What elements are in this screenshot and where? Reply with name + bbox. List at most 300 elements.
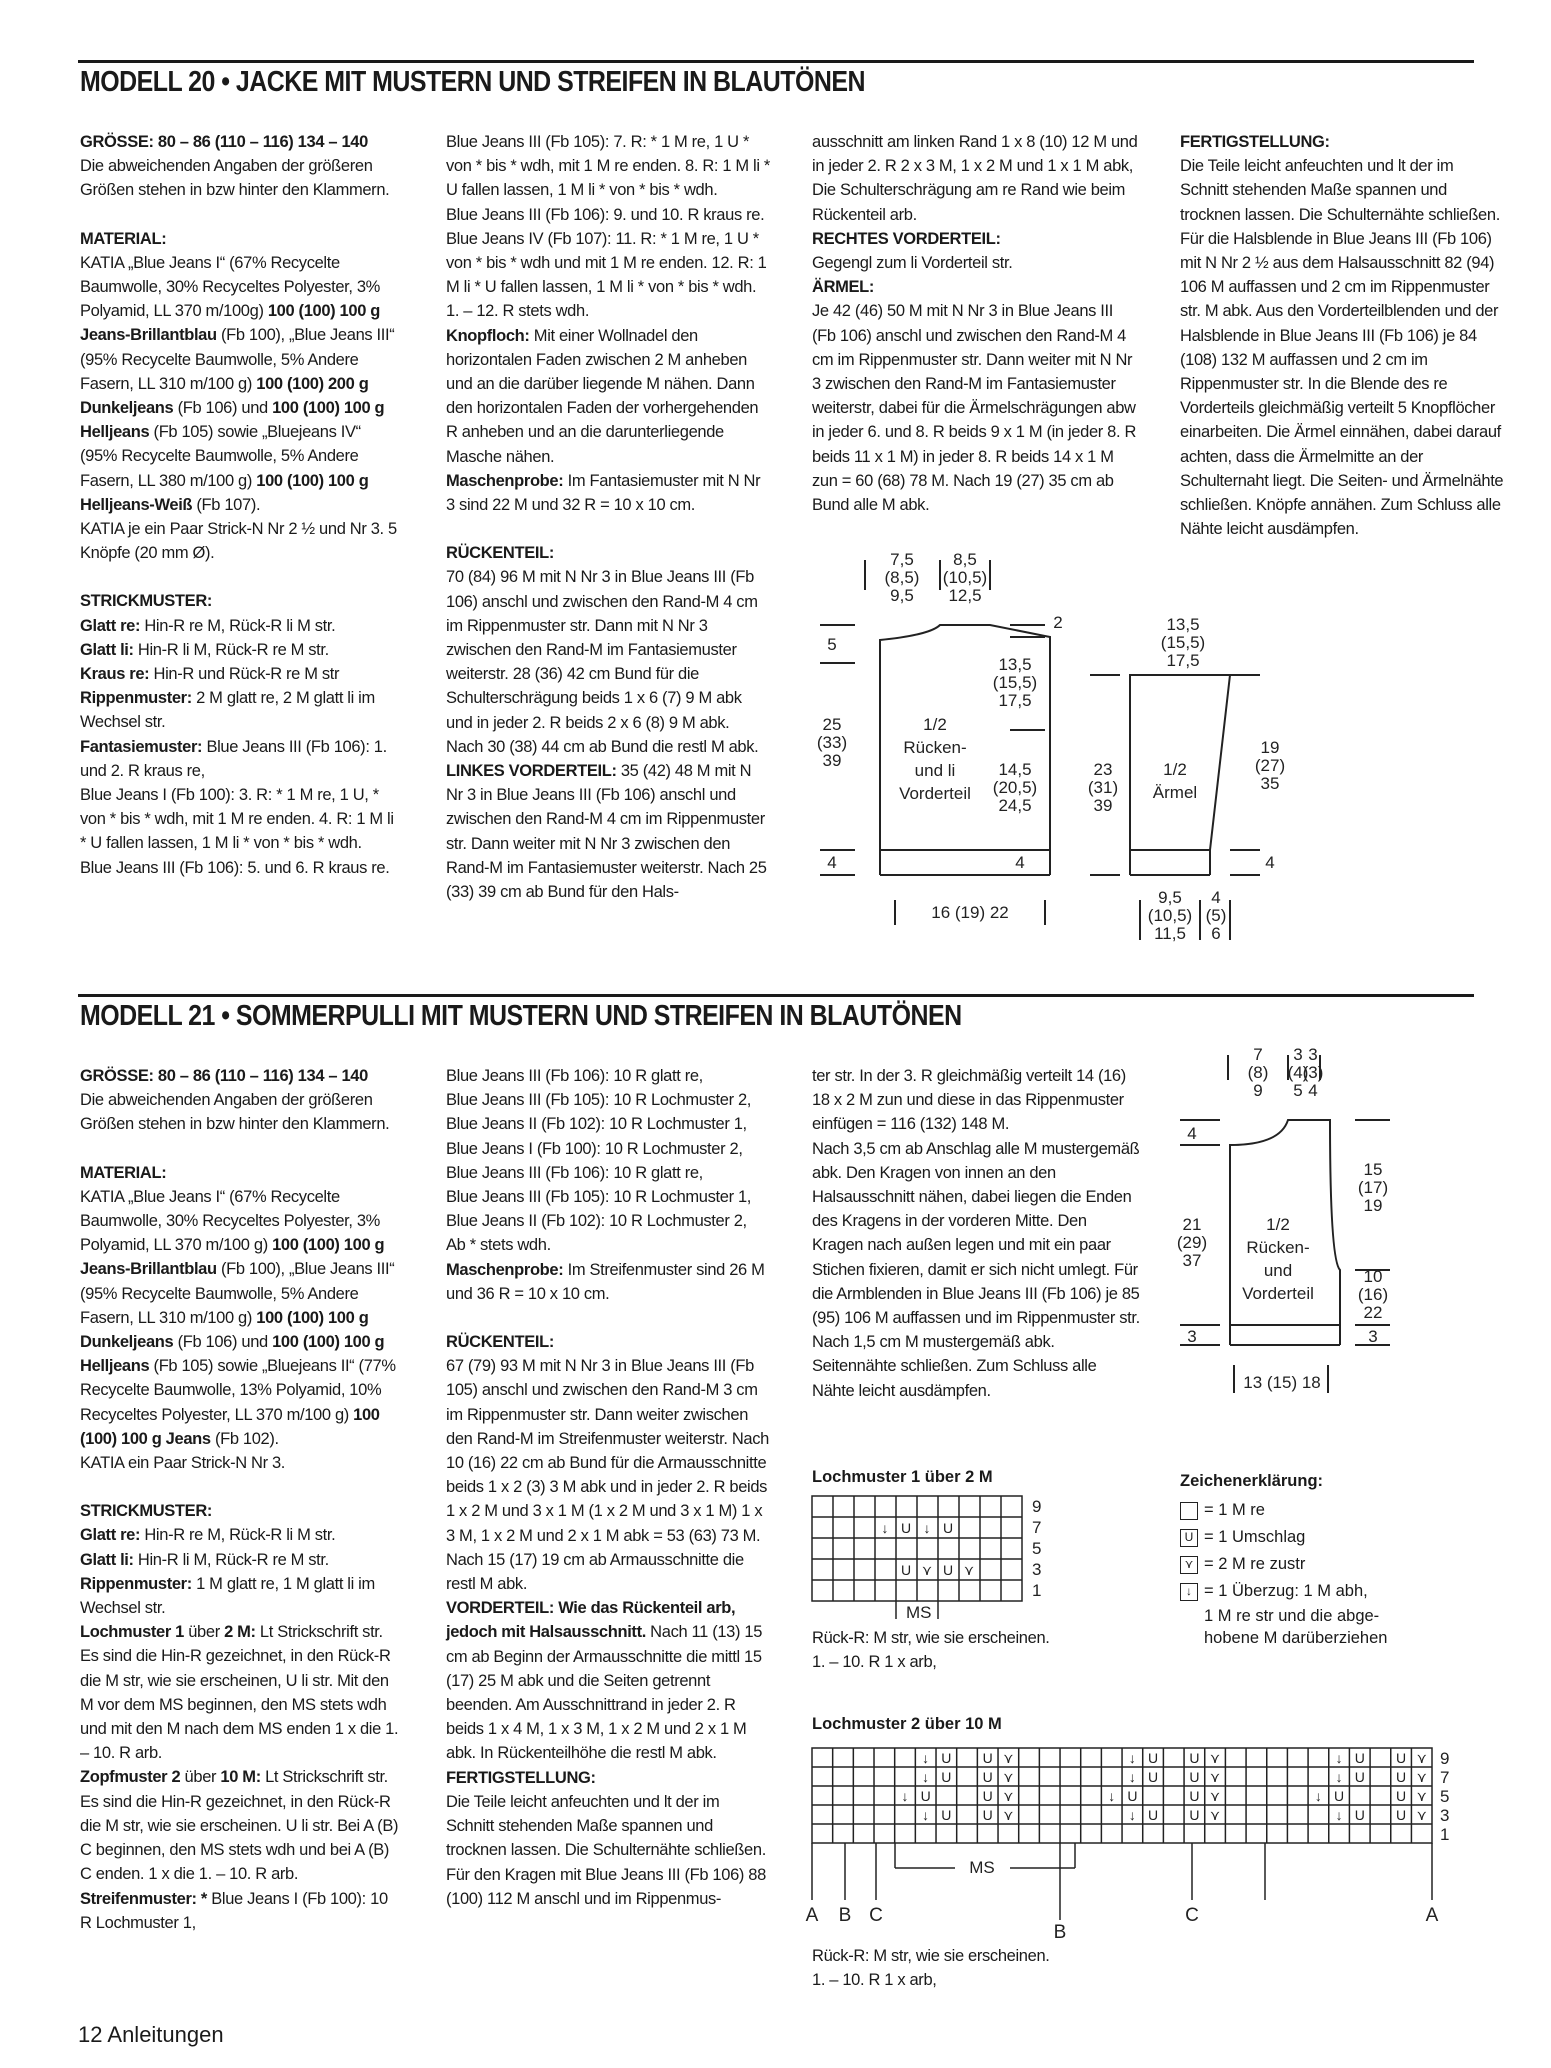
body-text: Hin-R li M, Rück-R re M str.	[133, 640, 329, 659]
chart2-symbol-icon: ⋎	[1416, 1769, 1427, 1785]
modell20-column-2	[446, 130, 770, 904]
paragraph	[80, 130, 400, 154]
chart2-row-9: 9	[1440, 1749, 1450, 1768]
paragraph	[80, 1185, 400, 1451]
s21-side2: (16)	[1357, 1285, 1389, 1304]
bold-text: 2 M:	[224, 1623, 256, 1642]
paragraph-gap	[80, 203, 400, 227]
body-text: Blue Jeans III (Fb 106): 10 R glatt re,	[446, 1067, 703, 1085]
paragraph	[80, 1765, 400, 1886]
chart2-symbol-icon: U	[1189, 1788, 1200, 1804]
bold-text: Fantasiemuster:	[80, 737, 203, 756]
chart2-symbol-icon: ⋎	[1209, 1769, 1221, 1785]
chart2-symbol-icon: U	[1396, 1788, 1407, 1804]
s21-armhole2: (17)	[1357, 1178, 1389, 1197]
paragraph	[80, 783, 400, 856]
body-text: Je 42 (46) 50 M mit N Nr 3 in Blue Jeans III (Fb 106) anschl und zwischen den Rand-M 4 cm im Rippenmuster str. Dann weiter mit N Nr 3 zwischen den Rand-M im Fantasiemuster weiterstr, dabei für die Ärmelschrägungen abw in jeder 6. und 8. R beids 9 x 1 M (in jeder 8. R beids 11 x 1 M) in jeder 8. R beids 14 x 1 M zun = 60 (68) 78 M. Nach 19 (27) 35 cm ab Bund alle M abk.	[812, 302, 1137, 515]
paragraph	[80, 1064, 400, 1088]
s21-top-c3: 4	[1308, 1081, 1318, 1100]
modell21-schematic	[1170, 1045, 1400, 1425]
legend-cont1: 1 M re str und die abge-	[1204, 1607, 1380, 1625]
body-text: Blue Jeans II (Fb 102): 10 R Lochmuster 1,	[446, 1115, 747, 1134]
chart2-symbol-icon: ⋎	[1416, 1807, 1427, 1823]
chart2-letter-c-left: C	[869, 1905, 883, 1926]
s20-neck: 5	[827, 635, 837, 654]
paragraph	[446, 324, 770, 469]
chart1-ms: MS	[906, 1603, 932, 1622]
body-text: Hin-R li M, Rück-R re M str.	[133, 1550, 329, 1569]
bold-text: STRICKMUSTER:	[80, 1502, 213, 1521]
bold-text: 10 M:	[220, 1768, 261, 1787]
paragraph	[80, 686, 400, 734]
paragraph	[446, 1064, 770, 1088]
bold-text: 100 (100) 100 g Jeans-Brillantblau	[80, 302, 381, 345]
bold-text: GRÖSSE: 80 – 86 (110 – 116) 134 – 140	[80, 1067, 368, 1085]
paragraph	[446, 1766, 770, 1790]
paragraph	[812, 251, 1140, 275]
paragraph	[80, 735, 400, 783]
body-text: (Fb 100), „Blue Jeans III“ (95% Recycelte Baumwolle, 5% Andere Fasern, LL 310 m/100 g)	[80, 326, 395, 393]
chart2-symbol-icon: U	[1354, 1807, 1365, 1823]
paragraph	[446, 203, 770, 227]
body-text: Lt Strickschrift str. Es sind die Hin-R gezeichnet, in den Rück-R die M str, wie sie erscheinen. U li str. Bei A (B) C beginnen, den MS stets wdh und bei A (B) C enden. 1 x die 1. – 10. R arb.	[80, 1768, 399, 1884]
legend-text: = 1 Überzug: 1 M abh,	[1204, 1582, 1368, 1600]
body-text: ausschnitt am linken Rand 1 x 8 (10) 12 M und in jeder 2. R 2 x 3 M, 1 x 2 M und 1 x 1 M abk, Die Schulterschrägung am re Rand wie beim Rückenteil arb.	[812, 133, 1138, 224]
paragraph-gap	[80, 565, 400, 589]
s20-body-h3: 39	[822, 751, 842, 770]
chart2-symbol-icon: U	[982, 1788, 993, 1804]
chart2-symbol-icon: U	[1147, 1769, 1159, 1785]
paragraph-gap	[80, 1137, 400, 1161]
chart2-symbol-icon: ⋎	[1003, 1788, 1014, 1804]
bold-text: Glatt re:	[80, 1526, 141, 1545]
bold-text: RECHTES VORDERTEIL:	[812, 229, 1001, 248]
modell21-column-1	[80, 1064, 400, 1935]
body-text: Hin-R und Rück-R re M str	[149, 665, 340, 684]
body-text: 1. – 12. R stets wdh.	[446, 302, 590, 321]
chart2-symbol-icon: U	[1354, 1769, 1365, 1785]
paragraph	[446, 541, 770, 565]
s21-body-h3: 37	[1182, 1251, 1202, 1270]
body-text: KATIA „Blue Jeans I“ (67% Recycelte Baumwolle, 30% Recyceltes Polyester, 3% Polyamid, LL 370 m/100g)	[80, 253, 380, 321]
bold-text: 100 (100) 100 g Jeans-Brillantblau	[80, 1236, 385, 1279]
yarn-over-icon: U	[1180, 1529, 1198, 1547]
paragraph	[446, 1161, 770, 1185]
s20-sleeve-r1: 19	[1260, 738, 1280, 757]
chart2-symbol-icon: U	[982, 1750, 993, 1766]
chart2-symbol-icon: ↓	[922, 1750, 930, 1766]
paragraph	[446, 130, 770, 203]
body-text: Blue Jeans III (Fb 106): 9. und 10. R kraus re.	[446, 205, 765, 224]
chart1-sym-dec-icon: ↓	[923, 1520, 931, 1536]
bold-text: Glatt li:	[80, 640, 134, 659]
body-text: ter str. In der 3. R gleichmäßig verteilt 14 (16) 18 x 2 M zun und diese in das Rippenmuster einfügen = 116 (132) 148 M.	[812, 1067, 1126, 1134]
chart1-note	[812, 1626, 1142, 1674]
bold-text: Maschenprobe:	[446, 471, 564, 490]
body-text: Ab * stets wdh.	[446, 1236, 551, 1255]
chart2-symbol-icon: ⋎	[1003, 1807, 1014, 1823]
bold-text: Glatt re:	[80, 616, 141, 635]
s21-rib: 3	[1187, 1327, 1197, 1346]
body-text: über	[180, 1768, 221, 1787]
s20-sleeve-h1: 23	[1093, 760, 1113, 779]
bold-text: Rippenmuster:	[80, 689, 192, 708]
s20-sleeve-top1: 13,5	[1166, 615, 1200, 634]
s20-sleeve-top3: 17,5	[1166, 651, 1200, 670]
s21-label2: Rücken-	[1246, 1238, 1310, 1257]
bold-text: 100 (100) 200 g Dunkeljeans	[80, 374, 369, 418]
chart2-row-1: 1	[1440, 1825, 1450, 1844]
bold-text: RÜCKENTEIL:	[446, 544, 554, 563]
paragraph	[446, 1209, 770, 1233]
s21-top-b2: (4)	[1287, 1063, 1309, 1082]
bold-text: Knopfloch:	[446, 326, 530, 345]
bold-text: Maschenprobe:	[446, 1260, 564, 1279]
s21-label4: Vorderteil	[1242, 1284, 1314, 1303]
paragraph	[446, 1863, 770, 1911]
chart1-title: Lochmuster 1 über 2 M	[812, 1468, 993, 1486]
s20-top-b2: (10,5)	[942, 568, 988, 587]
symbol-legend	[1180, 1468, 1480, 1649]
body-text: Gegengl zum li Vorderteil str.	[812, 254, 1013, 273]
s20-top-b1: 8,5	[953, 550, 977, 569]
chart1-sym-yo-icon: U	[942, 1520, 954, 1536]
chart2-ms: MS	[969, 1858, 995, 1877]
chart2-symbol-icon: ⋎	[1416, 1750, 1427, 1766]
s21-top-a3: 9	[1253, 1081, 1263, 1100]
paragraph	[446, 1233, 770, 1257]
s21-side3: 22	[1363, 1303, 1383, 1322]
paragraph	[446, 1112, 770, 1136]
bold-text: MATERIAL:	[80, 1163, 167, 1182]
paragraph	[812, 1064, 1140, 1137]
bold-text: GRÖSSE: 80 – 86 (110 – 116) 134 – 140	[80, 133, 368, 151]
body-text: 35 (42) 48 M mit N Nr 3 in Blue Jeans III (Fb 106) anschl und zwischen den Rand-M 4 cm im Rippenmuster str. Dann weiter mit N Nr 3 zwischen den Rand-M im Fantasiemuster weiterstr. Nach 25 (33) 39 cm ab Bund für den Hals-	[446, 762, 767, 902]
s20-body-h2: (33)	[816, 733, 848, 752]
s21-armhole3: 19	[1363, 1196, 1383, 1215]
s20-armhole2: (15,5)	[992, 673, 1038, 692]
bold-text: 100 (100) 100 g Helljeans	[80, 399, 385, 442]
paragraph	[80, 1088, 400, 1136]
s20-label1: 1/2	[923, 715, 947, 734]
paragraph	[446, 759, 770, 904]
paragraph	[80, 154, 400, 202]
legend-item-k2tog	[1180, 1551, 1480, 1578]
paragraph	[80, 1620, 400, 1765]
paragraph	[812, 299, 1140, 517]
s21-body-h1: 21	[1182, 1215, 1202, 1234]
paragraph	[446, 1185, 770, 1209]
paragraph	[80, 1887, 400, 1935]
s20-sleeve-top2: (15,5)	[1160, 633, 1206, 652]
chart2-symbol-icon: U	[982, 1769, 993, 1785]
s20-armhole1: 13,5	[998, 655, 1032, 674]
paragraph	[80, 1572, 400, 1620]
chart2-letter-b-left: B	[838, 1905, 852, 1926]
paragraph-gap	[80, 1475, 400, 1499]
bold-text: STRICKMUSTER:	[80, 592, 213, 611]
s20-label2: Rücken-	[903, 738, 967, 757]
paragraph	[80, 638, 400, 662]
paragraph	[446, 1790, 770, 1863]
body-text: KATIA ein Paar Strick-N Nr 3.	[80, 1454, 286, 1473]
bold-text: RÜCKENTEIL:	[446, 1333, 554, 1352]
lochmuster2-chart	[800, 1740, 1460, 1940]
paragraph-gap	[446, 517, 770, 541]
paragraph	[812, 227, 1140, 251]
s20-sleeve-r2: (27)	[1254, 756, 1286, 775]
s20-top-a2: (8,5)	[884, 568, 920, 587]
paragraph	[446, 565, 770, 759]
paragraph	[812, 130, 1140, 227]
page-footer	[78, 2022, 224, 2048]
bold-text: 100 (100) 100 g Helljeans-Weiß	[80, 471, 369, 514]
paragraph	[80, 614, 400, 638]
paragraph	[1180, 130, 1505, 154]
modell21-column-2	[446, 1064, 770, 1911]
bold-text: VORDERTEIL: Wie das Rückenteil arb, jedoch mit Halsausschnitt.	[446, 1599, 736, 1642]
chart2-symbol-icon: ↓	[1128, 1807, 1136, 1823]
chart2-symbol-icon: ↓	[922, 1769, 930, 1785]
legend-item-skp	[1180, 1578, 1480, 1605]
bold-text: FERTIGSTELLUNG:	[446, 1768, 596, 1787]
chart1-sym-k2tog-icon: ⋎	[921, 1562, 933, 1578]
chart2-symbol-icon: U	[1396, 1807, 1407, 1823]
s20-sleeve-cuff2: (5)	[1205, 906, 1227, 925]
body-text: Blue Jeans I (Fb 100): 10 R Lochmuster 1,	[80, 1889, 388, 1932]
chart2-symbol-icon: ⋎	[1209, 1750, 1221, 1766]
body-text: Im Fantasiemuster mit N Nr 3 sind 22 M und 32 R = 10 x 10 cm.	[446, 471, 761, 515]
s20-width: 16 (19) 22	[931, 903, 1009, 922]
legend-title: Zeichenerklärung:	[1180, 1472, 1324, 1490]
body-text: Die Teile leicht anfeuchten und lt der im Schnitt stehenden Maße spannen und trocknen lassen. Die Schulternähte schließen. Für die Halsblende in Blue Jeans III (Fb 106) mit N Nr 2 ½ aus dem Halsausschnitt 82 (94) 106 M auffassen und 2 cm im Rippenmuster str. M abk. Aus den Vorderteilblenden und der Halsblende in Blue Jeans III (Fb 106) je 84 (108) 132 M auffassen und 2 cm im Rippenmuster str. In die Blende des re Vorderteils gleichmäßig verteilt 5 Knopflöcher einarbeiten. Die Ärmel einnähen, dabei darauf achten, dass die Ärmelmitte an der Schulternaht liegt. Die Seiten- und Ärmelnähte schließen. Knöpfe annähen. Zum Schluss alle Nähte leicht ausdämpfen.	[1180, 157, 1504, 539]
chart2-row-3: 3	[1440, 1806, 1450, 1825]
chart2-symbol-icon: ↓	[901, 1788, 909, 1804]
body-text: (Fb 105) sowie „Bluejeans IV“ (95% Recycelte Baumwolle, 5% Andere Fasern, LL 380 m/100 g)	[80, 423, 361, 490]
s20-side2: (20,5)	[992, 778, 1038, 797]
legend-item-yarn-over	[1180, 1524, 1480, 1551]
body-text: 67 (79) 93 M mit N Nr 3 in Blue Jeans III (Fb 105) anschl und zwischen den Rand-M 3 cm im Rippenmuster str. Dann weiter zwischen den Rand-M im Streifenmuster weiterstr. Nach 10 (16) 22 cm ab Bund für die Armausschnitte beids 1 x 2 (3) 3 M abk und in jeder 2. R beids 1 x 2 M und 3 x 1 M (1 x 2 M und 3 x 1 M) 1 x 3 M, 1 x 2 M und 2 x 1 M abk = 53 (63) 73 M. Nach 15 (17) 19 cm ab Armausschnitte die restl M abk.	[446, 1357, 769, 1594]
body-text: Die abweichenden Angaben der größeren Größen stehen in bzw hinter den Klammern.	[80, 157, 390, 200]
paragraph	[446, 469, 770, 517]
body-text: Blue Jeans I (Fb 100): 3. R: * 1 M re, 1 U, * von * bis * wdh, mit 1 M re enden. 4. R: 1 M li * U fallen lassen, 1 M li * von * bis * wdh.	[80, 786, 394, 853]
s21-rib-r: 3	[1368, 1327, 1378, 1346]
chart2-symbol-icon: U	[1147, 1807, 1159, 1823]
modell21-title: MODELL 21 • SOMMERPULLI MIT MUSTERN UND STREIFEN IN BLAUTÖNEN	[80, 1000, 962, 1032]
s20-top-a3: 9,5	[890, 586, 914, 605]
title-rule-top	[78, 60, 1474, 63]
chart2-row-5: 5	[1440, 1787, 1450, 1806]
chart2-note2: 1. – 10. R 1 x arb,	[812, 1971, 937, 1990]
s21-top-c2: (3)	[1302, 1063, 1324, 1082]
modell20-column-4	[1180, 130, 1505, 541]
chart2-symbol-icon: ↓	[1108, 1788, 1116, 1804]
chart2-letter-c-right: C	[1185, 1905, 1199, 1926]
chart2-symbol-icon: ↓	[1335, 1769, 1343, 1785]
chart2-letter-a-right: A	[1425, 1905, 1439, 1926]
chart2-letter-b-mid: B	[1053, 1922, 1067, 1940]
chart2-symbol-icon: ↓	[1128, 1769, 1136, 1785]
chart1-sym-k2tog-icon: ⋎	[963, 1562, 975, 1578]
body-text: Die Teile leicht anfeuchten und lt der im Schnitt stehenden Maße spannen und trocknen lassen. Die Schulternähte schließen.	[446, 1792, 766, 1860]
s21-body-h2: (29)	[1176, 1233, 1208, 1252]
chart1-sym-dec-icon: ↓	[881, 1520, 889, 1536]
body-text: Im Streifenmuster sind 26 M und 36 R = 10 x 10 cm.	[446, 1260, 765, 1303]
k2tog-icon: ⋎	[1180, 1556, 1198, 1574]
s21-top-c1: 3	[1308, 1045, 1318, 1064]
body-text: 70 (84) 96 M mit N Nr 3 in Blue Jeans III (Fb 106) anschl und zwischen den Rand-M 4 cm im Rippenmuster str. Dann mit N Nr 3 zwischen den Rand-M im Fantasiemuster weiterstr. 28 (36) 42 cm Bund für die Schulterschrägung beids 1 x 6 (7) 9 M abk und in jeder 2. R beids 2 x 6 (8) 9 M abk. Nach 30 (38) 44 cm ab Bund die restl M abk.	[446, 568, 759, 756]
paragraph	[812, 1137, 1140, 1403]
s20-shoulder: 2	[1053, 613, 1063, 632]
body-text: (Fb 102).	[210, 1429, 279, 1448]
bold-text: Kraus re:	[80, 665, 150, 684]
chart1-sym-yo-icon: U	[942, 1562, 954, 1578]
body-text: Blue Jeans III (Fb 106): 5. und 6. R kraus re.	[80, 858, 390, 877]
paragraph	[446, 1596, 770, 1765]
chart2-symbol-icon: U	[1127, 1788, 1138, 1804]
chart2-symbol-icon: U	[1396, 1750, 1407, 1766]
paragraph	[446, 1354, 770, 1596]
paragraph	[80, 1499, 400, 1523]
s20-rib-r: 4	[1015, 853, 1025, 872]
bold-text: Zopfmuster 2	[80, 1768, 181, 1787]
chart1-row-9: 9	[1032, 1497, 1042, 1516]
title-rule-modell21	[78, 994, 1474, 997]
paragraph	[80, 1548, 400, 1572]
s20-body-h1: 25	[822, 715, 842, 734]
chart2-symbol-icon: ↓	[1335, 1807, 1343, 1823]
chart1-sym-yo-icon: U	[900, 1520, 912, 1536]
chart2-symbol-icon: U	[1147, 1750, 1159, 1766]
bold-text: ÄRMEL:	[812, 278, 875, 297]
chart1-note2: 1. – 10. R 1 x arb,	[812, 1653, 937, 1672]
body-text: KATIA je ein Paar Strick-N Nr 2 ½ und Nr 3. 5 Knöpfe (20 mm Ø).	[80, 520, 397, 563]
chart2-symbol-icon: U	[1396, 1769, 1407, 1785]
body-text: Nach 11 (13) 15 cm ab Beginn der Armausschnitte die mittl 15 (17) 25 M abk und die Seiten getrennt beenden. Am Ausschnittrand in jeder 2. R beids 1 x 4 M, 1 x 3 M, 1 x 2 M und 2 x 1 M abk. In Rückenteilhöhe die restl M abk.	[446, 1623, 763, 1763]
chart2-symbol-icon: ⋎	[1416, 1788, 1427, 1804]
s21-armhole1: 15	[1363, 1160, 1383, 1179]
legend-text: = 2 M re zustr	[1204, 1555, 1306, 1573]
chart2-symbol-icon: ↓	[1335, 1750, 1343, 1766]
paragraph	[80, 589, 400, 613]
chart2-symbol-icon: U	[1189, 1750, 1200, 1766]
chart2-symbol-icon: ↓	[1314, 1788, 1322, 1804]
paragraph	[446, 1330, 770, 1354]
bold-text: LINKES VORDERTEIL:	[446, 762, 617, 781]
paragraph	[1180, 154, 1505, 541]
s20-rib: 4	[827, 853, 837, 872]
body-text: 2 M glatt re, 2 M glatt li im Wechsel str.	[80, 689, 375, 732]
body-text: Blue Jeans III (Fb 106): 1. und 2. R kraus re,	[80, 737, 387, 780]
body-text: Für den Kragen mit Blue Jeans III (Fb 106) 88 (100) 112 M anschl und im Rippenmus-	[446, 1865, 766, 1908]
legend-item-knit	[1180, 1497, 1480, 1524]
s20-sleeve-cuff3: 6	[1211, 924, 1221, 943]
skp-decrease-icon: ↓	[1180, 1583, 1198, 1601]
modell21-column-3	[812, 1064, 1140, 1403]
paragraph	[80, 1451, 400, 1475]
body-text: Hin-R re M, Rück-R li M str.	[140, 1526, 336, 1545]
s21-side1: 10	[1363, 1267, 1383, 1286]
s21-top-b1: 3	[1293, 1045, 1303, 1064]
s21-label3: und	[1263, 1261, 1293, 1280]
chart2-symbol-icon: ⋎	[1209, 1788, 1221, 1804]
page-number: 12	[78, 2022, 103, 2047]
body-text: Mit einer Wollnadel den horizontalen Faden zwischen 2 M anheben und an die darüber liegende M nähen. Dann den horizontalen Faden der vorhergehenden R anheben und an die darunterliegende Masche nähen.	[446, 326, 759, 466]
chart2-symbol-icon: U	[941, 1807, 952, 1823]
s21-top-a1: 7	[1253, 1045, 1263, 1064]
bold-text: Streifenmuster: *	[80, 1889, 208, 1908]
paragraph	[812, 275, 1140, 299]
chart2-symbol-icon: U	[941, 1769, 952, 1785]
knit-stitch-icon	[1180, 1502, 1198, 1520]
s20-side1: 14,5	[998, 760, 1032, 779]
chart2-symbol-icon: U	[941, 1750, 952, 1766]
s20-top-a1: 7,5	[890, 550, 914, 569]
paragraph	[446, 1137, 770, 1161]
paragraph	[446, 1258, 770, 1306]
body-text: Hin-R re M, Rück-R li M str.	[140, 616, 336, 635]
legend-cont2: hobene M darüberziehen	[1204, 1629, 1388, 1647]
paragraph	[80, 1523, 400, 1547]
chart2-note	[812, 1944, 1142, 1992]
body-text: Lt Strickschrift str. Es sind die Hin-R gezeichnet, in den Rück-R die M str, wie sie erscheinen, U li str. Mit den M vor dem MS beginnen, den MS stets wdh und mit den M nach dem MS enden 1 x die 1. – 10. R arb.	[80, 1623, 399, 1763]
s20-top-b3: 12,5	[948, 586, 982, 605]
s20-sleeve-label1: 1/2	[1163, 760, 1187, 779]
chart2-title: Lochmuster 2 über 10 M	[812, 1715, 1002, 1733]
paragraph	[446, 227, 770, 300]
body-text: (Fb 106) und	[173, 1333, 273, 1352]
body-text: Die abweichenden Angaben der größeren Größen stehen in bzw hinter den Klammern.	[80, 1091, 390, 1134]
body-text: 1 M glatt re, 1 M glatt li im Wechsel str.	[80, 1574, 375, 1618]
paragraph	[80, 662, 400, 686]
modell20-column-1	[80, 130, 400, 880]
bold-text: 100 (100) 100 g Helljeans	[80, 1333, 385, 1376]
body-text: KATIA „Blue Jeans I“ (67% Recycelte Baumwolle, 30% Recyceltes Polyester, 3% Polyamid, LL 370 m/100 g)	[80, 1187, 380, 1255]
chart1-row-5: 5	[1032, 1539, 1042, 1558]
paragraph	[80, 856, 400, 880]
s20-sleeve-r3: 35	[1260, 774, 1280, 793]
body-text: Blue Jeans III (Fb 105): 10 R Lochmuster 1,	[446, 1188, 752, 1207]
chart2-symbol-icon: ⋎	[1003, 1769, 1014, 1785]
s20-sleeve-h3: 39	[1093, 796, 1113, 815]
chart2-symbol-icon: U	[1334, 1788, 1345, 1804]
paragraph	[80, 1161, 400, 1185]
s20-sleeve-bottom3: 11,5	[1154, 924, 1186, 943]
section-name: Anleitungen	[107, 2022, 224, 2047]
chart1-row-7: 7	[1032, 1518, 1042, 1537]
modell20-column-3	[812, 130, 1140, 517]
paragraph-gap	[446, 1306, 770, 1330]
body-text: Blue Jeans II (Fb 102): 10 R Lochmuster 2,	[446, 1212, 747, 1231]
bold-text: Rippenmuster:	[80, 1574, 192, 1593]
modell20-title: MODELL 20 • JACKE MIT MUSTERN UND STREIFEN IN BLAUTÖNEN	[80, 66, 865, 98]
body-text: (Fb 100), „Blue Jeans III“ (95% Recycelte Baumwolle, 5% Andere Fasern, LL 310 m/100 g)	[80, 1260, 395, 1327]
body-text: über	[184, 1623, 225, 1642]
body-text: Blue Jeans III (Fb 106): 10 R glatt re,	[446, 1163, 703, 1182]
chart2-symbol-icon: U	[920, 1788, 931, 1804]
legend-text: = 1 Umschlag	[1204, 1528, 1306, 1546]
s21-top-a2: (8)	[1247, 1063, 1269, 1082]
chart2-symbol-icon: U	[1189, 1807, 1200, 1823]
s20-sleeve-bottom2: (10,5)	[1147, 906, 1193, 925]
bold-text: 100 (100) 100 g Jeans	[80, 1405, 380, 1448]
s20-sleeve-cuff1: 4	[1211, 888, 1221, 907]
body-text: (Fb 106) und	[173, 399, 273, 418]
chart2-note1: Rück-R: M str, wie sie erscheinen.	[812, 1947, 1050, 1965]
chart2-symbol-icon: ⋎	[1003, 1750, 1014, 1766]
s20-armhole3: 17,5	[998, 691, 1032, 710]
s20-label3: und li	[914, 761, 956, 780]
